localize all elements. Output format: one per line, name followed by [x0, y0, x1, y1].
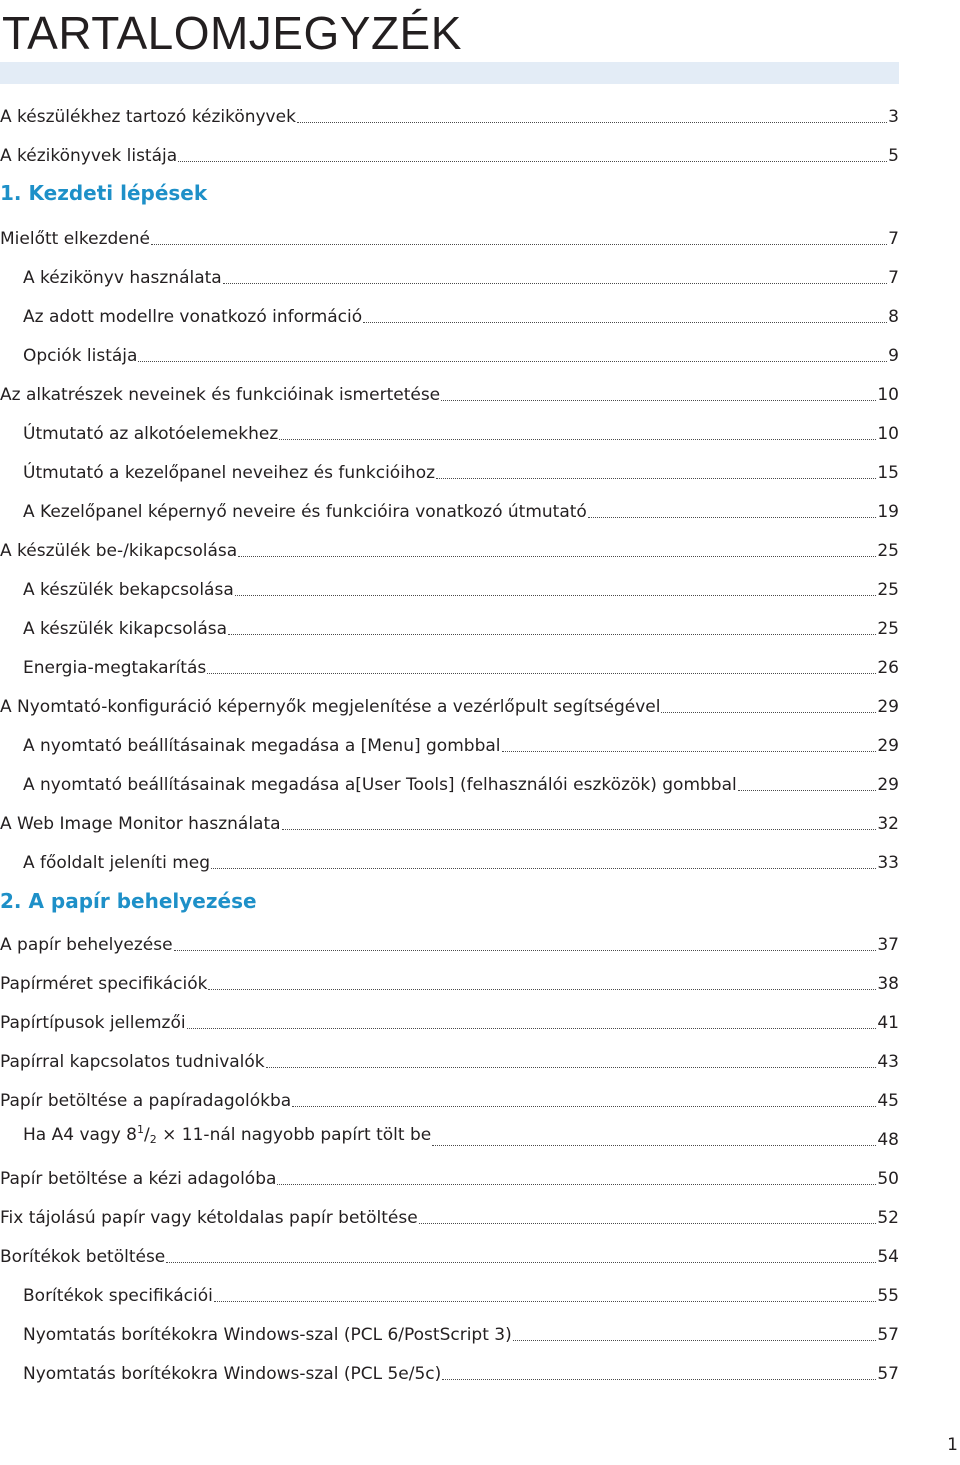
toc-entry[interactable] — [0, 220, 899, 250]
toc-entry[interactable] — [0, 1082, 899, 1112]
toc-entry-label: Energia-megtakarítás — [23, 658, 207, 678]
fraction-denominator: 2 — [149, 1133, 157, 1146]
page-title: TARTALOMJEGYZÉK — [2, 7, 462, 59]
dot-leader — [436, 478, 876, 479]
toc-chapter-label: 1. Kezdeti lépések — [0, 181, 208, 205]
dot-leader — [588, 517, 877, 518]
dot-leader — [432, 1145, 876, 1146]
toc-entry-page: 48 — [877, 1130, 899, 1150]
toc-entry[interactable] — [0, 298, 899, 328]
toc-entry-label: Fix tájolású papír vagy kétoldalas papír betöltése — [0, 1208, 418, 1228]
toc-entry-label: Papírral kapcsolatos tudnivalók — [0, 1052, 265, 1072]
toc-entry[interactable] — [0, 98, 899, 128]
toc-entry-label: Mielőtt elkezdené — [0, 229, 150, 249]
toc-entry[interactable] — [0, 926, 899, 956]
toc-entry[interactable] — [0, 376, 899, 406]
dot-leader — [282, 829, 877, 830]
toc-entry-label: Útmutató az alkotóelemekhez — [23, 424, 279, 444]
toc-entry-page: 38 — [877, 974, 899, 994]
toc-entry[interactable] — [0, 844, 899, 874]
toc-entry-label: A nyomtató beállításainak megadása a[User Tools] (felhasználói eszközök) gombbal — [23, 775, 737, 795]
toc-entry-page: 25 — [877, 541, 899, 561]
dot-leader — [207, 673, 876, 674]
toc-entry[interactable] — [0, 454, 899, 484]
toc-entry[interactable] — [0, 1199, 899, 1229]
toc-entry-page: 25 — [877, 580, 899, 600]
toc-entry-page: 19 — [877, 502, 899, 522]
toc-entry-page: 29 — [877, 697, 899, 717]
dot-leader — [138, 361, 887, 362]
toc-entry-page: 50 — [877, 1169, 899, 1189]
toc-entry[interactable] — [0, 532, 899, 562]
dot-leader — [292, 1106, 876, 1107]
toc-entry[interactable] — [0, 1004, 899, 1034]
toc-entry-page: 55 — [877, 1286, 899, 1306]
toc-entry-page: 25 — [877, 619, 899, 639]
toc-entry[interactable] — [0, 337, 899, 367]
toc-entry-page: 54 — [877, 1247, 899, 1267]
toc-entry-label: Nyomtatás borítékokra Windows-szal (PCL 5e/5c) — [23, 1364, 442, 1384]
toc-entry[interactable] — [0, 1277, 899, 1307]
dot-leader — [442, 1379, 876, 1380]
toc-entry-page: 33 — [877, 853, 899, 873]
toc-entry-label: Az alkatrészek neveinek és funkcióinak ismertetése — [0, 385, 441, 405]
dot-leader — [266, 1067, 877, 1068]
toc-entry-page: 9 — [888, 346, 899, 366]
toc-entry-page: 7 — [888, 229, 899, 249]
dot-leader — [277, 1184, 876, 1185]
toc-entry-page: 26 — [877, 658, 899, 678]
toc-entry[interactable] — [0, 1121, 899, 1151]
dot-leader — [279, 439, 876, 440]
toc-entry-label: Útmutató a kezelőpanel neveihez és funkcióihoz — [23, 463, 436, 483]
dot-leader — [166, 1262, 876, 1263]
dot-leader — [228, 634, 876, 635]
toc-entry-label: Opciók listája — [23, 346, 138, 366]
toc-entry-page: 41 — [877, 1013, 899, 1033]
toc-entry[interactable] — [0, 805, 899, 835]
toc-entry[interactable] — [0, 1160, 899, 1190]
dot-leader — [214, 1301, 877, 1302]
toc-entry-label: A Nyomtató-konfiguráció képernyők megjelenítése a vezérlőpult segítségével — [0, 697, 661, 717]
toc-entry-page: 10 — [877, 424, 899, 444]
toc-entry-label: Nyomtatás borítékokra Windows-szal (PCL 6/PostScript 3) — [23, 1325, 512, 1345]
toc-entry-label: A készülék bekapcsolása — [23, 580, 234, 600]
toc-entry[interactable] — [0, 1238, 899, 1268]
toc-entry-label: A Kezelőpanel képernyő neveire és funkcióira vonatkozó útmutató — [23, 502, 587, 522]
toc-entry-page: 5 — [888, 146, 899, 166]
toc-chapter-label: 2. A papír behelyezése — [0, 889, 257, 913]
dot-leader — [363, 322, 887, 323]
toc-entry[interactable] — [0, 137, 899, 167]
toc-entry-label: A Web Image Monitor használata — [0, 814, 281, 834]
toc-entry[interactable] — [0, 493, 899, 523]
toc-entry-label: Papírtípusok jellemzői — [0, 1013, 186, 1033]
dot-leader — [502, 751, 877, 752]
dot-leader — [661, 712, 876, 713]
dot-leader — [238, 556, 876, 557]
toc-entry-page: 52 — [877, 1208, 899, 1228]
dot-leader — [419, 1223, 877, 1224]
toc-entry[interactable] — [0, 1043, 899, 1073]
toc-entry-page: 43 — [877, 1052, 899, 1072]
dot-leader — [174, 950, 877, 951]
toc-entry-label: A nyomtató beállításainak megadása a [Menu] gombbal — [23, 736, 501, 756]
toc-entry-page: 7 — [888, 268, 899, 288]
toc-entry-label: Borítékok betöltése — [0, 1247, 166, 1267]
toc-entry-label: A készülék kikapcsolása — [23, 619, 228, 639]
toc-entry-label — [23, 1119, 431, 1151]
toc-entry-label: Papír betöltése a kézi adagolóba — [0, 1169, 277, 1189]
fraction-slash: / — [144, 1125, 150, 1145]
fraction-numerator: 1 — [137, 1123, 145, 1136]
toc-entry-page: 3 — [888, 107, 899, 127]
toc-entry-label: A kézikönyvek listája — [0, 146, 178, 166]
dot-leader — [151, 244, 887, 245]
page-number: 1 — [947, 1435, 958, 1455]
toc-entry[interactable] — [0, 965, 899, 995]
dot-leader — [235, 595, 877, 596]
toc-entry[interactable] — [0, 571, 899, 601]
toc-chapter-heading[interactable] — [0, 176, 899, 206]
dot-leader — [738, 790, 877, 791]
toc-entry-page: 57 — [877, 1364, 899, 1384]
dot-leader — [297, 122, 887, 123]
toc-entry-label: A készülék be-/kikapcsolása — [0, 541, 238, 561]
toc-entry-label: Papír betöltése a papíradagolókba — [0, 1091, 292, 1111]
toc-entry-label: A főoldalt jeleníti meg — [23, 853, 211, 873]
toc-entry-label: A kézikönyv használata — [23, 268, 222, 288]
toc-entry-label: A papír behelyezése — [0, 935, 173, 955]
toc-entry-label-post: × 11-nál nagyobb papírt tölt be — [156, 1125, 432, 1145]
toc-entry[interactable] — [0, 688, 899, 718]
toc-entry[interactable] — [0, 766, 899, 796]
toc-entry-label-pre: Ha A4 vagy 8 — [23, 1125, 138, 1145]
dot-leader — [441, 400, 876, 401]
toc-entry-page: 10 — [877, 385, 899, 405]
dot-leader — [513, 1340, 877, 1341]
toc-entry-page: 29 — [877, 736, 899, 756]
toc-entry[interactable] — [0, 727, 899, 757]
toc-entry[interactable] — [0, 1355, 899, 1385]
toc-entry-page: 37 — [877, 935, 899, 955]
toc-entry[interactable] — [0, 415, 899, 445]
toc-entry-page: 8 — [888, 307, 899, 327]
dot-leader — [187, 1028, 877, 1029]
dot-leader — [211, 868, 876, 869]
toc-entry-label: A készülékhez tartozó kézikönyvek — [0, 107, 296, 127]
toc-entry-page: 57 — [877, 1325, 899, 1345]
dot-leader — [208, 989, 876, 990]
toc-entry[interactable] — [0, 1316, 899, 1346]
dot-leader — [178, 161, 887, 162]
dot-leader — [223, 283, 887, 284]
toc-entry[interactable] — [0, 610, 899, 640]
toc-entry[interactable] — [0, 259, 899, 289]
toc-chapter-heading[interactable] — [0, 884, 899, 914]
toc-entry-page: 45 — [877, 1091, 899, 1111]
toc-entry-label: Borítékok specifikációi — [23, 1286, 213, 1306]
toc-entry-label: Az adott modellre vonatkozó információ — [23, 307, 363, 327]
toc-entry-page: 15 — [877, 463, 899, 483]
toc-entry-page: 32 — [877, 814, 899, 834]
toc-entry-label: Papírméret specifikációk — [0, 974, 208, 994]
toc-entry[interactable] — [0, 649, 899, 679]
toc-entry-page: 29 — [877, 775, 899, 795]
